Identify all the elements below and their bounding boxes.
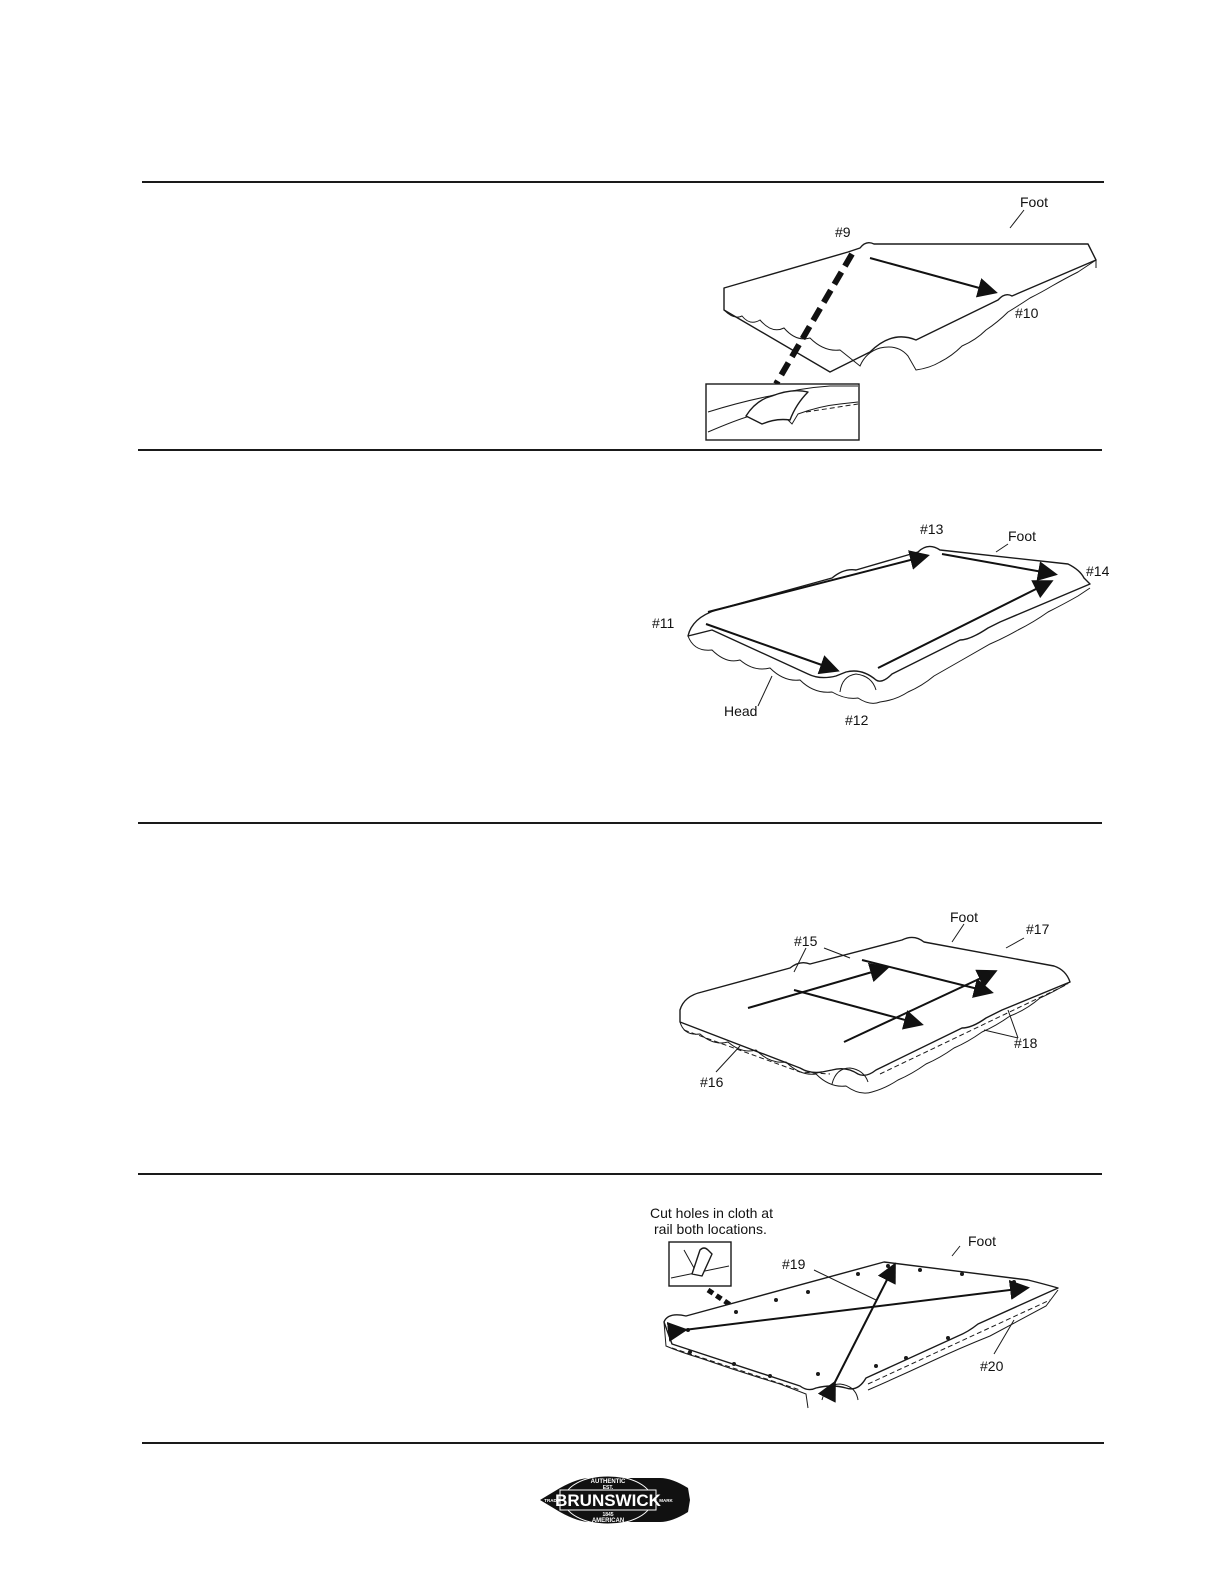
note-line-2: rail both locations. <box>654 1221 767 1237</box>
logo-right: MARK <box>659 1498 673 1503</box>
label-foot-4: Foot <box>968 1233 997 1249</box>
label-14: #14 <box>1086 563 1110 579</box>
label-foot-2: Foot <box>1008 528 1037 544</box>
label-17: #17 <box>1026 921 1050 937</box>
logo-top-arc: AUTHENTIC <box>590 1479 626 1485</box>
logo-brand: BRUNSWICK <box>555 1491 661 1510</box>
label-15: #15 <box>794 933 818 949</box>
label-20: #20 <box>980 1358 1004 1374</box>
label-head: Head <box>724 703 758 719</box>
label-13: #13 <box>920 521 944 537</box>
logo-left: TRADE <box>544 1498 560 1503</box>
label-12: #12 <box>845 712 869 728</box>
label-11: #11 <box>652 615 675 631</box>
label-foot-1: Foot <box>1020 194 1049 210</box>
label-foot-3: Foot <box>950 909 979 925</box>
logo-year: 1845 <box>602 1512 614 1518</box>
label-9: #9 <box>835 224 851 240</box>
label-10: #10 <box>1015 305 1039 321</box>
label-16: #16 <box>700 1074 724 1090</box>
label-18: #18 <box>1014 1035 1038 1051</box>
logo-bottom-arc: AMERICAN <box>591 1518 625 1524</box>
note-line-1: Cut holes in cloth at <box>650 1205 773 1221</box>
logo-est: EST. <box>602 1485 614 1491</box>
label-19: #19 <box>782 1256 806 1272</box>
